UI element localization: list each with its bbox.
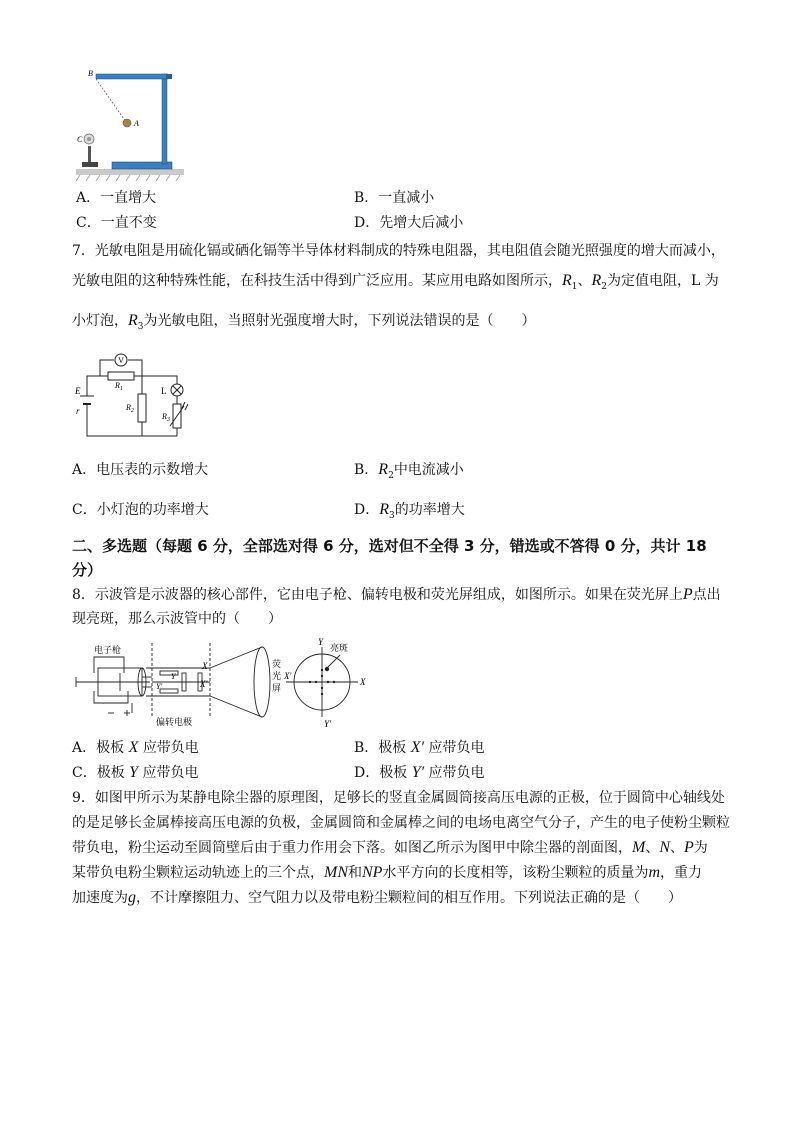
label-r1: $R_1$ xyxy=(115,381,123,392)
q9-line-2: 的是足够长金属棒接高压电源的负极，金属圆筒和金属棒之间的电场电离空气分子，产生的电子使粉尘颗粒 xyxy=(72,815,730,831)
label-c: C xyxy=(77,135,83,144)
q8-line-2: 现亮斑，那么示波管中的（ ） xyxy=(72,611,282,627)
voltmeter-label: V xyxy=(118,356,124,365)
label-b: B xyxy=(88,69,93,78)
section-2-heading-line-1: 二、多选题（每题 6 分，全部选对得 6 分，选对但不全得 3 分，错选或不答得 0 分，共计 18 xyxy=(72,537,707,555)
label-screen-yp: Y′ xyxy=(324,719,331,729)
q9-line-5: 加速度为g，不计摩擦阻力、空气阻力以及带电粉尘颗粒间的相互作用。下列说法正确的是（ ） xyxy=(72,889,682,906)
label-r2: $R_2$ xyxy=(126,403,134,414)
q7-line-2: 光敏电阻的这种特殊性能，在科技生活中得到广泛应用。某应用电路如图所示，$R_1$、$R_2$为定值电阻，L 为 xyxy=(72,272,719,292)
label-internal-r: r xyxy=(76,406,80,416)
q7-line-3: 小灯泡，$R_3$为光敏电阻，当照射光强度增大时，下列说法错误的是（ ） xyxy=(72,312,536,332)
label-plate-y: Y xyxy=(171,672,176,681)
q8-line-1: 8．示波管是示波器的核心部件，它由电子枪、偏转电极和荧光屏组成，如图所示。如果在荧光屏上P点出 xyxy=(72,586,721,603)
q9-line-1: 9．如图甲所示为某静电除尘器的原理图，足够长的竖直金属圆筒接高压电源的正极，位于圆筒中心轴线处 xyxy=(72,790,725,806)
label-r3: $R_3$ xyxy=(162,412,170,423)
q6-option-c: C．一直不变 xyxy=(76,215,157,231)
q8-option-d: D．极板 Y′ 应带负电 xyxy=(354,764,485,781)
q9-line-3: 带负电，粉尘运动至圆筒壁后由于重力作用会下落。如图乙所示为图甲中除尘器的剖面图，M、N、P为 xyxy=(72,839,708,856)
label-emf: E xyxy=(75,386,81,396)
label-electron-gun: 电子枪 xyxy=(94,645,122,655)
label-screen-y: Y xyxy=(318,637,324,647)
label-deflection-plates: 偏转电极 xyxy=(156,717,193,727)
label-screen-x: X xyxy=(360,677,366,687)
label-bright-spot: 亮斑 xyxy=(330,643,349,653)
oscilloscope-tube-figure xyxy=(72,637,372,729)
q9-line-4: 某带负电粉尘颗粒运动轨迹上的三个点，MN和NP水平方向的长度相等，该粉尘颗粒的质量为m，重力 xyxy=(72,864,703,881)
q6-option-a: A．一直增大 xyxy=(76,190,157,206)
q6-option-b: B．一直减小 xyxy=(354,190,435,206)
q7-option-a: A．电压表的示数增大 xyxy=(72,462,209,478)
label-screen-xp: X′ xyxy=(284,671,292,681)
q8-option-a: A．极板 X 应带负电 xyxy=(72,739,199,756)
q7-option-c: C．小灯泡的功率增大 xyxy=(72,502,209,518)
section-2-heading-line-2: 分） xyxy=(72,561,103,579)
q7-line-1: 7．光敏电阻是用硫化镉或硒化镉等半导体材料制成的特殊电阻器，其电阻值会随光照强度的增大而减小， xyxy=(72,243,725,259)
label-lamp: L xyxy=(161,386,167,396)
label-screen-2: 光 xyxy=(272,671,282,681)
label-screen-3: 屏 xyxy=(272,683,282,693)
label-plate-xp: X′ xyxy=(200,679,208,689)
label-plate-yp: Y′ xyxy=(156,682,163,691)
label-screen-1: 荧 xyxy=(272,659,282,669)
q6-option-d: D．先增大后减小 xyxy=(354,215,464,231)
label-a: A xyxy=(134,119,139,128)
q7-option-d: D．$R_3$的功率增大 xyxy=(354,501,465,521)
circuit-diagram-figure xyxy=(72,348,192,442)
q8-option-b: B．极板 X′ 应带负电 xyxy=(354,739,485,756)
label-plate-x: X xyxy=(202,661,208,671)
q8-option-c: C．极板 Y 应带负电 xyxy=(72,764,199,781)
q7-option-b: B．$R_2$中电流减小 xyxy=(354,461,464,481)
pendulum-apparatus-figure xyxy=(76,66,186,182)
